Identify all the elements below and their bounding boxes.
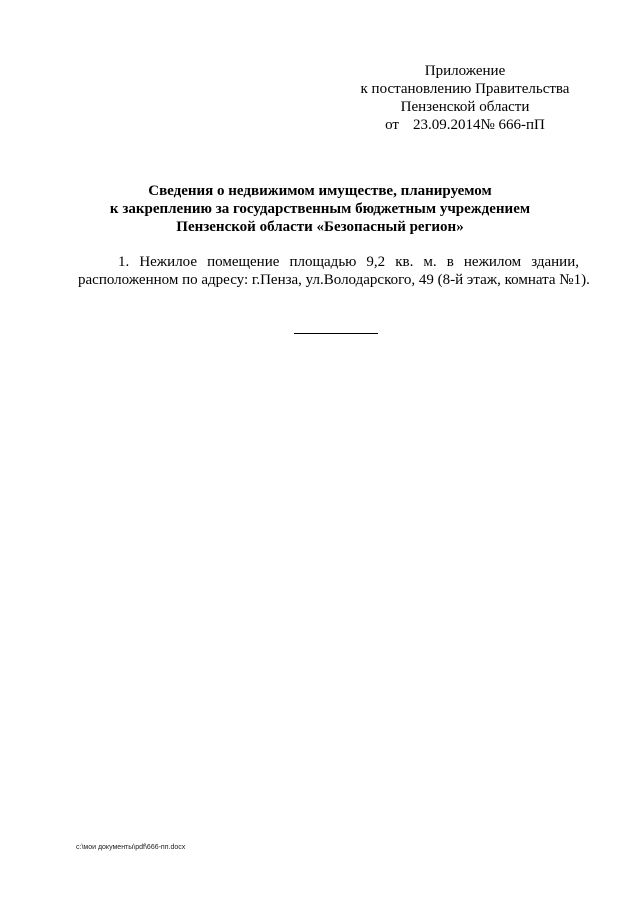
appendix-date-prefix: от xyxy=(385,117,399,133)
title-line-3: Пензенской области «Безопасный регион» xyxy=(176,219,464,235)
appendix-resolution-ref: к постановлению Правительства xyxy=(360,81,570,97)
separator-line xyxy=(294,333,378,334)
property-item-line-1: 1. Нежилое помещение площадью 9,2 кв. м. в нежилом здании, xyxy=(118,254,579,270)
property-item-1 xyxy=(78,253,590,289)
title-line-1: Сведения о недвижимом имуществе, планируемом xyxy=(148,183,492,199)
appendix-region: Пензенской области xyxy=(400,99,530,115)
appendix-label: Приложение xyxy=(424,63,506,79)
document-title xyxy=(60,182,580,236)
appendix-header xyxy=(340,62,590,134)
title-line-2: к закреплению за государственным бюджетным учреждением xyxy=(109,201,531,217)
file-path-footer: c:\мои документы\pdf\666-пп.docx xyxy=(76,844,186,851)
appendix-date-number: 23.09.2014№ 666-пП xyxy=(412,117,545,133)
property-item-line-2: расположенном по адресу: г.Пенза, ул.Володарского, 49 (8-й этаж, комната №1). xyxy=(78,272,590,288)
appendix-date-line xyxy=(340,116,590,134)
